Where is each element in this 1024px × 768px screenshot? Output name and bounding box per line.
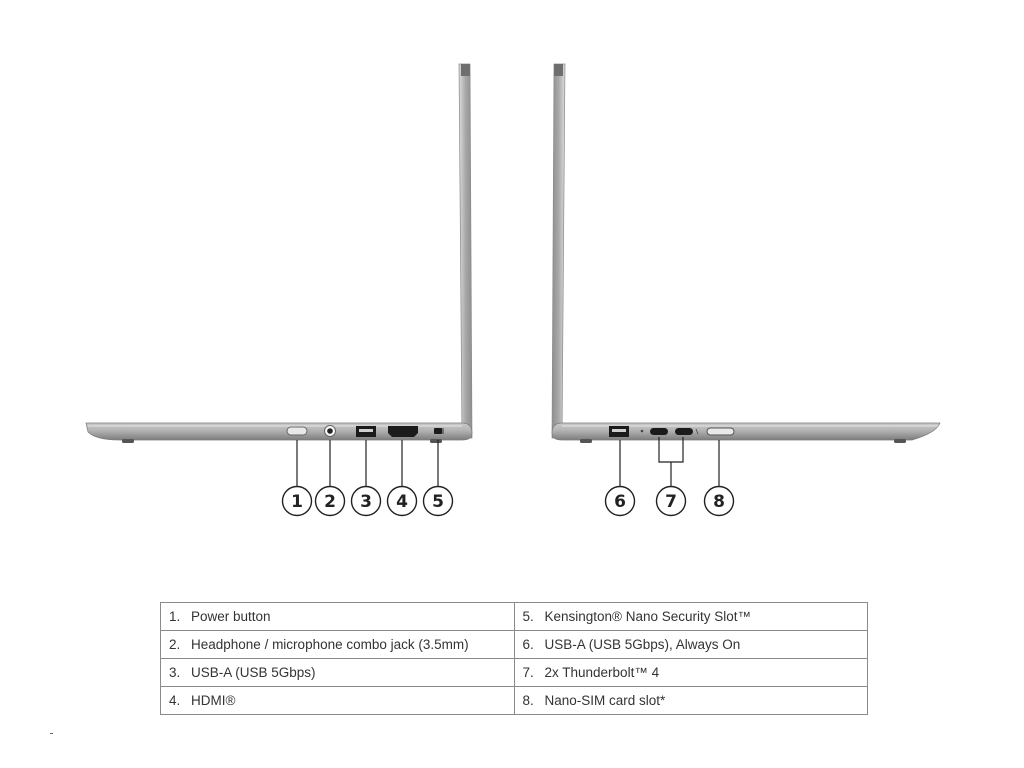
- callout-leaders: [297, 437, 719, 486]
- callout-3: [352, 487, 381, 516]
- table-row: [161, 687, 868, 715]
- legend-cell: 3. USB-A (USB 5Gbps): [161, 659, 515, 687]
- table-row: [161, 631, 868, 659]
- callout-4: [388, 487, 417, 516]
- svg-text:5: 5: [432, 492, 444, 512]
- callout-8: [705, 487, 734, 516]
- legend-cell: 8. Nano-SIM card slot*: [514, 687, 868, 715]
- legend-cell: 1. Power button: [161, 603, 515, 631]
- callout-7: [657, 487, 686, 516]
- callout-2: [316, 487, 345, 516]
- lid-left: [459, 64, 472, 438]
- table-row: [161, 659, 868, 687]
- legend-cell: 5. Kensington® Nano Security Slot™: [514, 603, 868, 631]
- svg-text:6: 6: [614, 492, 626, 512]
- callout-1: [283, 487, 312, 516]
- stray-mark: [50, 733, 53, 734]
- callout-6: [606, 487, 635, 516]
- kensington-slot: [434, 428, 442, 434]
- svg-text:2: 2: [324, 492, 336, 512]
- svg-text:4: 4: [396, 492, 408, 512]
- svg-text:1: 1: [291, 492, 303, 512]
- hdmi-port: [388, 426, 418, 437]
- legend-cell: 2. Headphone / microphone combo jack (3.5mm): [161, 631, 515, 659]
- svg-text:8: 8: [713, 492, 725, 512]
- sim-card-slot: [707, 428, 734, 435]
- laptop-left-side: [86, 64, 472, 443]
- legend-cell: 4. HDMI®: [161, 687, 515, 715]
- thunderbolt-port-2: [675, 428, 693, 435]
- lid-right: [552, 64, 565, 438]
- laptop-right-side: [552, 64, 940, 443]
- callout-5: [424, 487, 453, 516]
- thunderbolt-port-1: [650, 428, 668, 435]
- callouts: [283, 487, 734, 516]
- svg-text:3: 3: [360, 492, 372, 512]
- ports-legend-table: [160, 602, 868, 715]
- table-row: [161, 603, 868, 631]
- legend-cell: 7. 2x Thunderbolt™ 4: [514, 659, 868, 687]
- power-button-port: [287, 427, 307, 435]
- legend-cell: 6. USB-A (USB 5Gbps), Always On: [514, 631, 868, 659]
- svg-text:7: 7: [665, 492, 677, 512]
